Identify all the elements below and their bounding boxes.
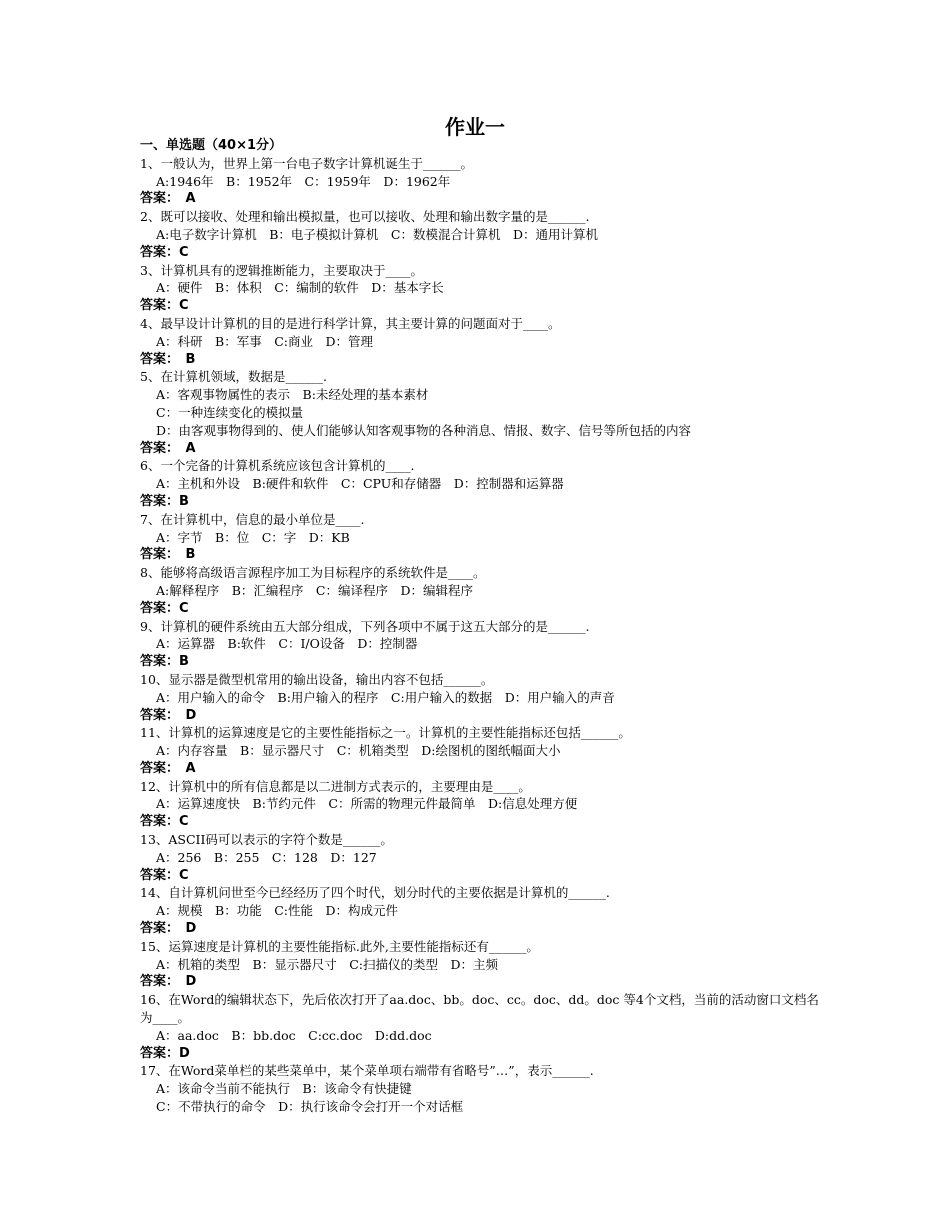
question-text: 6、一个完备的计算机系统应该包含计算机的____. (140, 458, 415, 474)
question-item (140, 991, 820, 1062)
question-options: A：内存容量 B：显示器尺寸 C：机箱类型 D:绘图机的图纸幅面大小 (156, 743, 561, 759)
answer-line: 答案： D (140, 707, 197, 723)
question-item (140, 457, 820, 510)
question-item (140, 884, 820, 937)
question-item (140, 724, 820, 777)
question-text: 14、自计算机问世至今已经经历了四个时代，划分时代的主要依据是计算机的______. (140, 885, 610, 901)
question-options: C：一种连续变化的模拟量 (156, 404, 304, 420)
question-options: A：用户输入的命令 B:用户输入的程序 C:用户输入的数据 D：用户输入的声音 (156, 689, 615, 705)
question-options: A:解释程序 B：汇编程序 C：编译程序 D：编辑程序 (156, 582, 474, 598)
question-options: A：aa.doc B：bb.doc C:cc.doc D:dd.doc (156, 1027, 432, 1043)
question-item (140, 778, 820, 831)
answer-line: 答案：B (140, 654, 189, 670)
question-text: 1、一般认为，世界上第一台电子数字计算机诞生于______。 (140, 155, 473, 171)
question-options: A：规模 B：功能 C:性能 D：构成元件 (156, 903, 399, 919)
question-text: 16、在Word的编辑状态下，先后依次打开了aa.doc、bb。doc、cc。doc、dd。doc 等4个文档，当前的活动窗口文档名为____。 (140, 992, 819, 1026)
question-text: 2、既可以接收、处理和输出模拟量，也可以接收、处理和输出数字量的是______. (140, 209, 590, 225)
question-text: 8、能够将高级语言源程序加工为目标程序的系统软件是____。 (140, 565, 486, 581)
question-text: 3、计算机具有的逻辑推断能力，主要取决于____。 (140, 262, 423, 278)
answer-line: 答案： A (140, 440, 196, 456)
question-options: A：该命令当前不能执行 B：该命令有快捷键 (156, 1081, 412, 1097)
question-item (140, 262, 820, 315)
answer-line: 答案：C (140, 600, 189, 616)
answer-line: 答案： A (140, 191, 196, 207)
question-item (140, 564, 820, 617)
question-options: A:1946年 B：1952年 C：1959年 D：1962年 (156, 173, 451, 189)
question-item (140, 831, 820, 884)
question-item (140, 155, 820, 208)
question-text: 17、在Word菜单栏的某些菜单中，某个菜单项右端带有省略号”…”，表示______. (140, 1063, 594, 1079)
question-options: A：主机和外设 B:硬件和软件 C：CPU和存储器 D：控制器和运算器 (156, 476, 564, 492)
question-item (140, 1062, 820, 1115)
question-text: 9、计算机的硬件系统由五大部分组成，下列各项中不属于这五大部分的是______. (140, 618, 590, 634)
question-options: A：机箱的类型 B：显示器尺寸 C:扫描仪的类型 D：主频 (156, 956, 499, 972)
answer-line: 答案： B (140, 351, 196, 367)
answer-line: 答案：B (140, 493, 189, 509)
question-item (140, 671, 820, 724)
answer-line: 答案：D (140, 1045, 190, 1061)
question-text: 5、在计算机领域，数据是______. (140, 369, 327, 385)
question-text: 4、最早设计计算机的目的是进行科学计算，其主要计算的问题面对于____。 (140, 315, 561, 331)
question-options: A：客观事物属性的表示 B:未经处理的基本素材 (156, 387, 429, 403)
question-options: A：字节 B：位 C：字 D：KB (156, 529, 350, 545)
question-item (140, 938, 820, 991)
answer-line: 答案： A (140, 760, 196, 776)
question-options: A:电子数字计算机 B：电子模拟计算机 C：数模混合计算机 D：通用计算机 (156, 226, 599, 242)
question-options: A：科研 B：军事 C:商业 D：管理 (156, 333, 374, 349)
question-text: 15、运算速度是计算机的主要性能指标.此外,主要性能指标还有______。 (140, 938, 539, 954)
question-text: 7、在计算机中，信息的最小单位是____. (140, 511, 365, 527)
answer-line: 答案：C (140, 244, 189, 260)
question-text: 12、计算机中的所有信息都是以二进制方式表示的，主要理由是____。 (140, 778, 531, 794)
question-options: A：256 B：255 C：128 D：127 (156, 849, 377, 865)
question-text: 10、显示器是微型机常用的输出设备，输出内容不包括______。 (140, 671, 494, 687)
question-item (140, 368, 820, 457)
question-options: A：运算速度快 B:节约元件 C：所需的物理元件最简单 D:信息处理方便 (156, 796, 578, 812)
question-options: A：硬件 B：体积 C：编制的软件 D：基本字长 (156, 280, 444, 296)
question-options: A：运算器 B:软件 C：I/O设备 D：控制器 (156, 636, 418, 652)
section-heading: 一、单选题（40×1分） (140, 138, 283, 153)
question-item (140, 618, 820, 671)
question-list (140, 137, 820, 1116)
question-item (140, 511, 820, 564)
answer-line: 答案： D (140, 921, 197, 937)
page-title: 作业一 (445, 115, 505, 139)
question-options: C：不带执行的命令 D：执行该命令会打开一个对话框 (156, 1099, 464, 1115)
answer-line: 答案：C (140, 814, 189, 830)
question-item (140, 208, 820, 261)
answer-line: 答案：C (140, 867, 189, 883)
question-options: D：由客观事物得到的、使人们能够认知客观事物的各种消息、情报、数字、信号等所包括的内容 (156, 422, 692, 438)
question-text: 11、计算机的运算速度是它的主要性能指标之一。计算机的主要性能指标还包括______。 (140, 725, 631, 741)
question-item (140, 315, 820, 368)
answer-line: 答案： B (140, 547, 196, 563)
question-text: 13、ASCII码可以表示的字符个数是______。 (140, 832, 393, 848)
answer-line: 答案： D (140, 974, 197, 990)
answer-line: 答案：C (140, 298, 189, 314)
